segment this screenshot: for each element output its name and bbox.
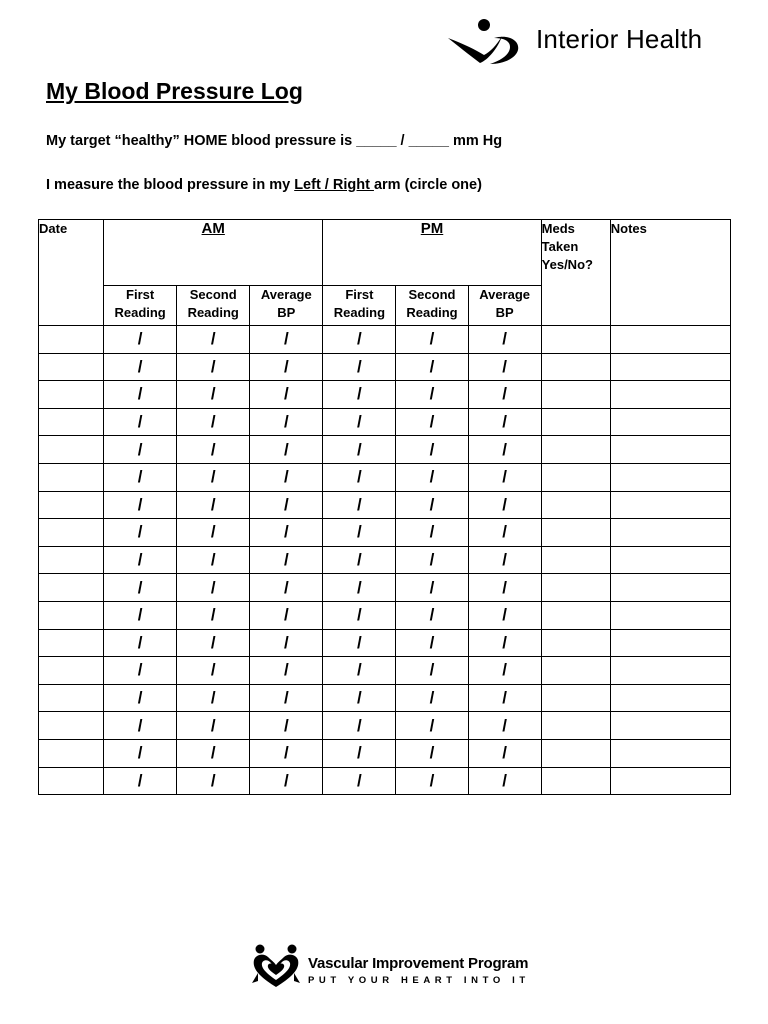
notes-header: Notes xyxy=(610,220,730,326)
pm-first-cell[interactable]: / xyxy=(323,739,396,767)
meds-cell[interactable] xyxy=(541,684,610,712)
pm-first-cell[interactable]: / xyxy=(323,601,396,629)
meds-cell[interactable] xyxy=(541,326,610,354)
interior-health-logo xyxy=(446,18,736,68)
date-cell[interactable] xyxy=(39,353,104,381)
am-first-cell[interactable]: / xyxy=(104,491,177,519)
pm-first-cell[interactable]: / xyxy=(323,326,396,354)
am-second-cell[interactable]: / xyxy=(177,546,250,574)
footer-tagline: PUT YOUR HEART INTO IT xyxy=(308,975,530,986)
notes-cell[interactable] xyxy=(610,353,730,381)
am-second-cell[interactable]: / xyxy=(177,657,250,685)
am-average-cell[interactable]: / xyxy=(250,739,323,767)
date-cell[interactable] xyxy=(39,601,104,629)
am-second-cell[interactable]: / xyxy=(177,463,250,491)
pm-average-cell[interactable]: / xyxy=(468,491,541,519)
date-cell[interactable] xyxy=(39,491,104,519)
am-first-cell[interactable]: / xyxy=(104,684,177,712)
table-row xyxy=(39,408,731,436)
am-first-cell[interactable]: / xyxy=(104,381,177,409)
meds-cell[interactable] xyxy=(541,381,610,409)
pm-first-cell[interactable]: / xyxy=(323,491,396,519)
am-first-cell[interactable]: / xyxy=(104,657,177,685)
table-row xyxy=(39,326,731,354)
pm-first-cell[interactable]: / xyxy=(323,574,396,602)
pm-average-bp-header: Average BP xyxy=(468,286,541,326)
date-cell[interactable] xyxy=(39,546,104,574)
pm-second-cell[interactable]: / xyxy=(396,436,468,464)
table-row xyxy=(39,767,731,795)
am-first-cell[interactable]: / xyxy=(104,601,177,629)
table-row xyxy=(39,436,731,464)
am-first-cell[interactable]: / xyxy=(104,519,177,547)
meds-cell[interactable] xyxy=(541,629,610,657)
am-second-cell[interactable]: / xyxy=(177,353,250,381)
pm-second-cell[interactable]: / xyxy=(396,629,468,657)
pm-second-cell[interactable]: / xyxy=(396,684,468,712)
am-second-cell[interactable]: / xyxy=(177,739,250,767)
pm-second-cell[interactable]: / xyxy=(396,463,468,491)
am-second-cell[interactable]: / xyxy=(177,408,250,436)
pm-second-cell[interactable]: / xyxy=(396,519,468,547)
pm-first-cell[interactable]: / xyxy=(323,463,396,491)
pm-average-cell[interactable]: / xyxy=(468,463,541,491)
pm-average-cell[interactable]: / xyxy=(468,629,541,657)
footer-program-name: Vascular Improvement Program xyxy=(308,955,529,972)
pm-first-cell[interactable]: / xyxy=(323,353,396,381)
table-row xyxy=(39,657,731,685)
pm-average-cell[interactable]: / xyxy=(468,601,541,629)
date-header: Date xyxy=(39,220,104,326)
notes-cell[interactable] xyxy=(610,657,730,685)
table-row xyxy=(39,574,731,602)
am-first-cell[interactable]: / xyxy=(104,463,177,491)
header-row xyxy=(39,220,731,286)
am-average-bp-header: Average BP xyxy=(250,286,323,326)
am-average-cell[interactable]: / xyxy=(250,574,323,602)
pm-average-cell[interactable]: / xyxy=(468,712,541,740)
pm-average-cell[interactable]: / xyxy=(468,326,541,354)
pm-first-cell[interactable]: / xyxy=(323,381,396,409)
date-cell[interactable] xyxy=(39,629,104,657)
pm-average-cell[interactable]: / xyxy=(468,767,541,795)
bp-log-table xyxy=(38,219,731,795)
am-header xyxy=(104,220,323,286)
arm-choice[interactable]: Left / Right xyxy=(294,177,374,193)
pm-second-cell[interactable]: / xyxy=(396,326,468,354)
am-second-cell[interactable]: / xyxy=(177,574,250,602)
date-cell[interactable] xyxy=(39,519,104,547)
am-first-cell[interactable]: / xyxy=(104,739,177,767)
pm-second-reading-header: Second Reading xyxy=(396,286,468,326)
table-row xyxy=(39,353,731,381)
am-header-label: AM xyxy=(201,220,225,237)
notes-cell[interactable] xyxy=(610,574,730,602)
meds-cell[interactable] xyxy=(541,657,610,685)
am-average-cell[interactable]: / xyxy=(250,657,323,685)
am-first-cell[interactable]: / xyxy=(104,712,177,740)
am-average-cell[interactable]: / xyxy=(250,381,323,409)
am-average-cell[interactable]: / xyxy=(250,353,323,381)
interior-health-logo-icon xyxy=(446,18,522,68)
notes-cell[interactable] xyxy=(610,491,730,519)
table-row xyxy=(39,491,731,519)
date-cell[interactable] xyxy=(39,684,104,712)
heart-figures-icon xyxy=(250,943,302,991)
meds-cell[interactable] xyxy=(541,353,610,381)
am-average-cell[interactable]: / xyxy=(250,463,323,491)
table-row xyxy=(39,519,731,547)
meds-cell[interactable] xyxy=(541,739,610,767)
date-cell[interactable] xyxy=(39,381,104,409)
am-average-cell[interactable]: / xyxy=(250,546,323,574)
am-average-cell[interactable]: / xyxy=(250,491,323,519)
arm-line-prefix: I measure the blood pressure in my xyxy=(46,177,295,193)
org-name: Interior Health xyxy=(536,24,703,54)
notes-cell[interactable] xyxy=(610,601,730,629)
arm-line xyxy=(46,177,482,193)
date-cell[interactable] xyxy=(39,739,104,767)
am-second-cell[interactable]: / xyxy=(177,326,250,354)
am-first-cell[interactable]: / xyxy=(104,546,177,574)
am-average-cell[interactable]: / xyxy=(250,712,323,740)
meds-cell[interactable] xyxy=(541,574,610,602)
meds-cell[interactable] xyxy=(541,519,610,547)
pm-average-cell[interactable]: / xyxy=(468,519,541,547)
meds-cell[interactable] xyxy=(541,601,610,629)
pm-second-cell[interactable]: / xyxy=(396,712,468,740)
notes-cell[interactable] xyxy=(610,712,730,740)
date-cell[interactable] xyxy=(39,712,104,740)
am-first-cell[interactable]: / xyxy=(104,408,177,436)
table-row xyxy=(39,463,731,491)
notes-cell[interactable] xyxy=(610,546,730,574)
notes-cell[interactable] xyxy=(610,519,730,547)
am-second-reading-header: Second Reading xyxy=(177,286,250,326)
notes-cell[interactable] xyxy=(610,739,730,767)
pm-second-cell[interactable]: / xyxy=(396,408,468,436)
pm-first-cell[interactable]: / xyxy=(323,657,396,685)
pm-first-cell[interactable]: / xyxy=(323,519,396,547)
am-second-cell[interactable]: / xyxy=(177,684,250,712)
date-cell[interactable] xyxy=(39,463,104,491)
date-cell[interactable] xyxy=(39,408,104,436)
am-second-cell[interactable]: / xyxy=(177,629,250,657)
notes-cell[interactable] xyxy=(610,326,730,354)
am-first-cell[interactable]: / xyxy=(104,574,177,602)
notes-cell[interactable] xyxy=(610,408,730,436)
am-second-cell[interactable]: / xyxy=(177,519,250,547)
pm-second-cell[interactable]: / xyxy=(396,353,468,381)
page-title: My Blood Pressure Log xyxy=(46,78,303,104)
am-second-cell[interactable]: / xyxy=(177,712,250,740)
notes-cell[interactable] xyxy=(610,436,730,464)
pm-first-cell[interactable]: / xyxy=(323,629,396,657)
meds-cell[interactable] xyxy=(541,463,610,491)
meds-cell[interactable] xyxy=(541,712,610,740)
pm-average-cell[interactable]: / xyxy=(468,546,541,574)
am-average-cell[interactable]: / xyxy=(250,408,323,436)
pm-second-cell[interactable]: / xyxy=(396,767,468,795)
am-second-cell[interactable]: / xyxy=(177,767,250,795)
pm-second-cell[interactable]: / xyxy=(396,657,468,685)
pm-second-cell[interactable]: / xyxy=(396,601,468,629)
meds-cell[interactable] xyxy=(541,408,610,436)
am-average-cell[interactable]: / xyxy=(250,684,323,712)
meds-cell[interactable] xyxy=(541,767,610,795)
am-first-cell[interactable]: / xyxy=(104,629,177,657)
pm-first-cell[interactable]: / xyxy=(323,684,396,712)
pm-first-reading-header: First Reading xyxy=(323,286,396,326)
target-bp-line: My target “healthy” HOME blood pressure is _____ / _____ mm Hg xyxy=(46,133,503,149)
table-row xyxy=(39,601,731,629)
pm-average-cell[interactable]: / xyxy=(468,739,541,767)
pm-second-cell[interactable]: / xyxy=(396,739,468,767)
pm-second-cell[interactable]: / xyxy=(396,574,468,602)
pm-average-cell[interactable]: / xyxy=(468,684,541,712)
meds-cell[interactable] xyxy=(541,491,610,519)
pm-first-cell[interactable]: / xyxy=(323,712,396,740)
notes-cell[interactable] xyxy=(610,381,730,409)
table-row xyxy=(39,739,731,767)
notes-cell[interactable] xyxy=(610,767,730,795)
table-row xyxy=(39,684,731,712)
am-second-cell[interactable]: / xyxy=(177,491,250,519)
meds-header: Meds Taken Yes/No? xyxy=(541,220,610,326)
am-first-cell[interactable]: / xyxy=(104,767,177,795)
notes-cell[interactable] xyxy=(610,684,730,712)
table-row xyxy=(39,629,731,657)
am-first-cell[interactable]: / xyxy=(104,326,177,354)
am-average-cell[interactable]: / xyxy=(250,326,323,354)
date-cell[interactable] xyxy=(39,767,104,795)
am-first-reading-header: First Reading xyxy=(104,286,177,326)
am-first-cell[interactable]: / xyxy=(104,436,177,464)
pm-first-cell[interactable]: / xyxy=(323,767,396,795)
table-row xyxy=(39,712,731,740)
table-row xyxy=(39,546,731,574)
arm-line-suffix: arm (circle one) xyxy=(373,177,482,193)
am-second-cell[interactable]: / xyxy=(177,381,250,409)
pm-average-cell[interactable]: / xyxy=(468,408,541,436)
pm-average-cell[interactable]: / xyxy=(468,436,541,464)
pm-first-cell[interactable]: / xyxy=(323,546,396,574)
pm-average-cell[interactable]: / xyxy=(468,381,541,409)
am-second-cell[interactable]: / xyxy=(177,436,250,464)
am-first-cell[interactable]: / xyxy=(104,353,177,381)
pm-average-cell[interactable]: / xyxy=(468,574,541,602)
meds-cell[interactable] xyxy=(541,436,610,464)
notes-cell[interactable] xyxy=(610,629,730,657)
pm-average-cell[interactable]: / xyxy=(468,353,541,381)
pm-average-cell[interactable]: / xyxy=(468,657,541,685)
pm-second-cell[interactable]: / xyxy=(396,491,468,519)
table-row xyxy=(39,381,731,409)
pm-header xyxy=(323,220,541,286)
am-average-cell[interactable]: / xyxy=(250,601,323,629)
date-cell[interactable] xyxy=(39,657,104,685)
date-cell[interactable] xyxy=(39,436,104,464)
pm-second-cell[interactable]: / xyxy=(396,546,468,574)
am-second-cell[interactable]: / xyxy=(177,601,250,629)
date-cell[interactable] xyxy=(39,326,104,354)
am-average-cell[interactable]: / xyxy=(250,629,323,657)
am-average-cell[interactable]: / xyxy=(250,519,323,547)
am-average-cell[interactable]: / xyxy=(250,767,323,795)
pm-second-cell[interactable]: / xyxy=(396,381,468,409)
date-cell[interactable] xyxy=(39,574,104,602)
am-average-cell[interactable]: / xyxy=(250,436,323,464)
meds-cell[interactable] xyxy=(541,546,610,574)
notes-cell[interactable] xyxy=(610,463,730,491)
pm-header-label: PM xyxy=(420,220,444,237)
log-body xyxy=(39,326,731,795)
pm-first-cell[interactable]: / xyxy=(323,408,396,436)
pm-first-cell[interactable]: / xyxy=(323,436,396,464)
vascular-program-footer xyxy=(250,943,540,993)
